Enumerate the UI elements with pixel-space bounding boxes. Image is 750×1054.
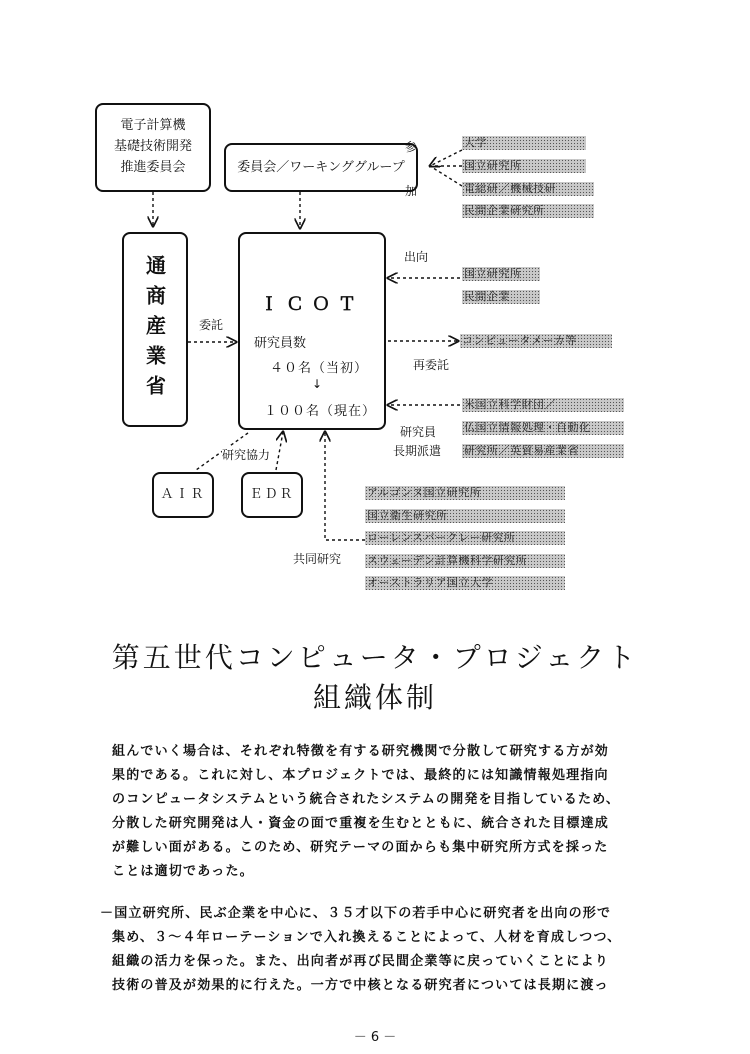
committee-line-3: 推進委員会 <box>120 160 186 175</box>
dispatch-item: 研究所／英貿易産業省 <box>462 444 624 458</box>
recommission-item: コンピュータメーカ等 <box>460 334 612 348</box>
paragraph-1-line: のコンピュータシステムという統合されたシステムの開発を目指しているため、 <box>112 792 621 807</box>
page-number: － 6 － <box>353 1030 397 1045</box>
icot-researchers-label: 研究員数 <box>254 336 307 351</box>
paragraph-2-line: 組織の活力を保った。また、出向者が再び民間企業等に戻っていくことにより <box>112 954 610 969</box>
research-cooperation-label: 研究協力 <box>222 448 271 462</box>
paragraph-1-line: 分散した研究開発は人・資金の面で重複を生むとともに、統合された目標達成 <box>112 816 610 831</box>
working-group-label: 委員会／ワーキンググループ <box>237 160 405 175</box>
dispatch-item: 仏国立情報処理・自動化 <box>462 421 624 435</box>
joint-research-item: オーストラリア国立大学 <box>365 576 565 590</box>
paragraph-1 <box>112 740 632 884</box>
dispatch-label-2: 長期派遣 <box>393 444 442 458</box>
participation-item: 電総研／機械技研 <box>462 182 594 196</box>
paragraph-1-line: 果的である。これに対し、本プロジェクトでは、最終的には知識情報処理指向 <box>112 768 609 783</box>
paragraph-2-line: 技術の普及が効果的に行えた。一方で中核となる研究者については長期に渡っ <box>112 978 609 993</box>
secondment-item: 国立研究所 <box>462 267 540 281</box>
paragraph-2 <box>100 902 640 998</box>
joint-research-label: 共同研究 <box>293 552 342 566</box>
participation-item: 国立研究所 <box>462 159 586 173</box>
joint-research-item: 国立衛生研究所 <box>365 509 565 523</box>
icot-current-count: １００名（現在） <box>264 404 377 419</box>
icot-box <box>238 232 386 430</box>
recommission-label: 再委託 <box>413 358 450 372</box>
secondment-item: 民間企業 <box>462 290 540 304</box>
participation-item: 大学 <box>462 136 586 150</box>
participation-label-1: 参 <box>405 140 418 154</box>
icot-arrow: ↓ <box>312 377 323 391</box>
dispatch-item: 米国立科学財団／ <box>462 398 624 412</box>
participation-label-2: 加 <box>405 184 418 198</box>
secondment-label: 出向 <box>404 250 429 264</box>
joint-research-item: ローレンスバークレー研究所 <box>365 531 565 545</box>
committee-line-1: 電子計算機 <box>120 118 186 133</box>
icot-initial-count: ４０名（当初） <box>270 361 369 376</box>
joint-research-item: アルゴンヌ国立研究所 <box>365 486 565 500</box>
committee-box <box>95 103 211 192</box>
air-box <box>152 472 214 518</box>
commission-label: 委託 <box>199 318 224 332</box>
paragraph-1-line: が難しい面がある。このため、研究テーマの面からも集中研究所方式を採った <box>112 840 609 855</box>
participation-item: 民間企業研究所 <box>462 204 594 218</box>
icot-title: ＩＣＯＴ <box>260 294 364 315</box>
edr-label: ＥＤＲ <box>249 487 295 502</box>
paragraph-2-line: 集め、３～４年ローテーションで入れ換えることによって、人材を育成しつつ、 <box>112 930 622 945</box>
page-title-line-1: 第五世代コンピュータ・プロジェクト <box>111 641 639 674</box>
air-label: ＡＩＲ <box>160 487 206 502</box>
paragraph-1-line: ことは適切であった。 <box>112 864 254 879</box>
page-title-line-2: 組織体制 <box>312 681 437 714</box>
paragraph-2-line: －国立研究所、民ぶ企業を中心に、３５才以下の若手中心に研究者を出向の形で <box>100 906 612 921</box>
dispatch-label-1: 研究員 <box>400 425 437 439</box>
committee-line-2: 基礎技術開発 <box>113 139 192 154</box>
working-group-box <box>224 143 418 192</box>
edr-box <box>241 472 303 518</box>
joint-research-item: スウェーデン計算機科学研究所 <box>365 554 565 568</box>
miti-box <box>122 232 188 427</box>
miti-label: 通商産業省 <box>142 254 167 405</box>
paragraph-1-line: 組んでいく場合は、それぞれ特徴を有する研究機関で分散して研究する方が効 <box>112 744 610 759</box>
